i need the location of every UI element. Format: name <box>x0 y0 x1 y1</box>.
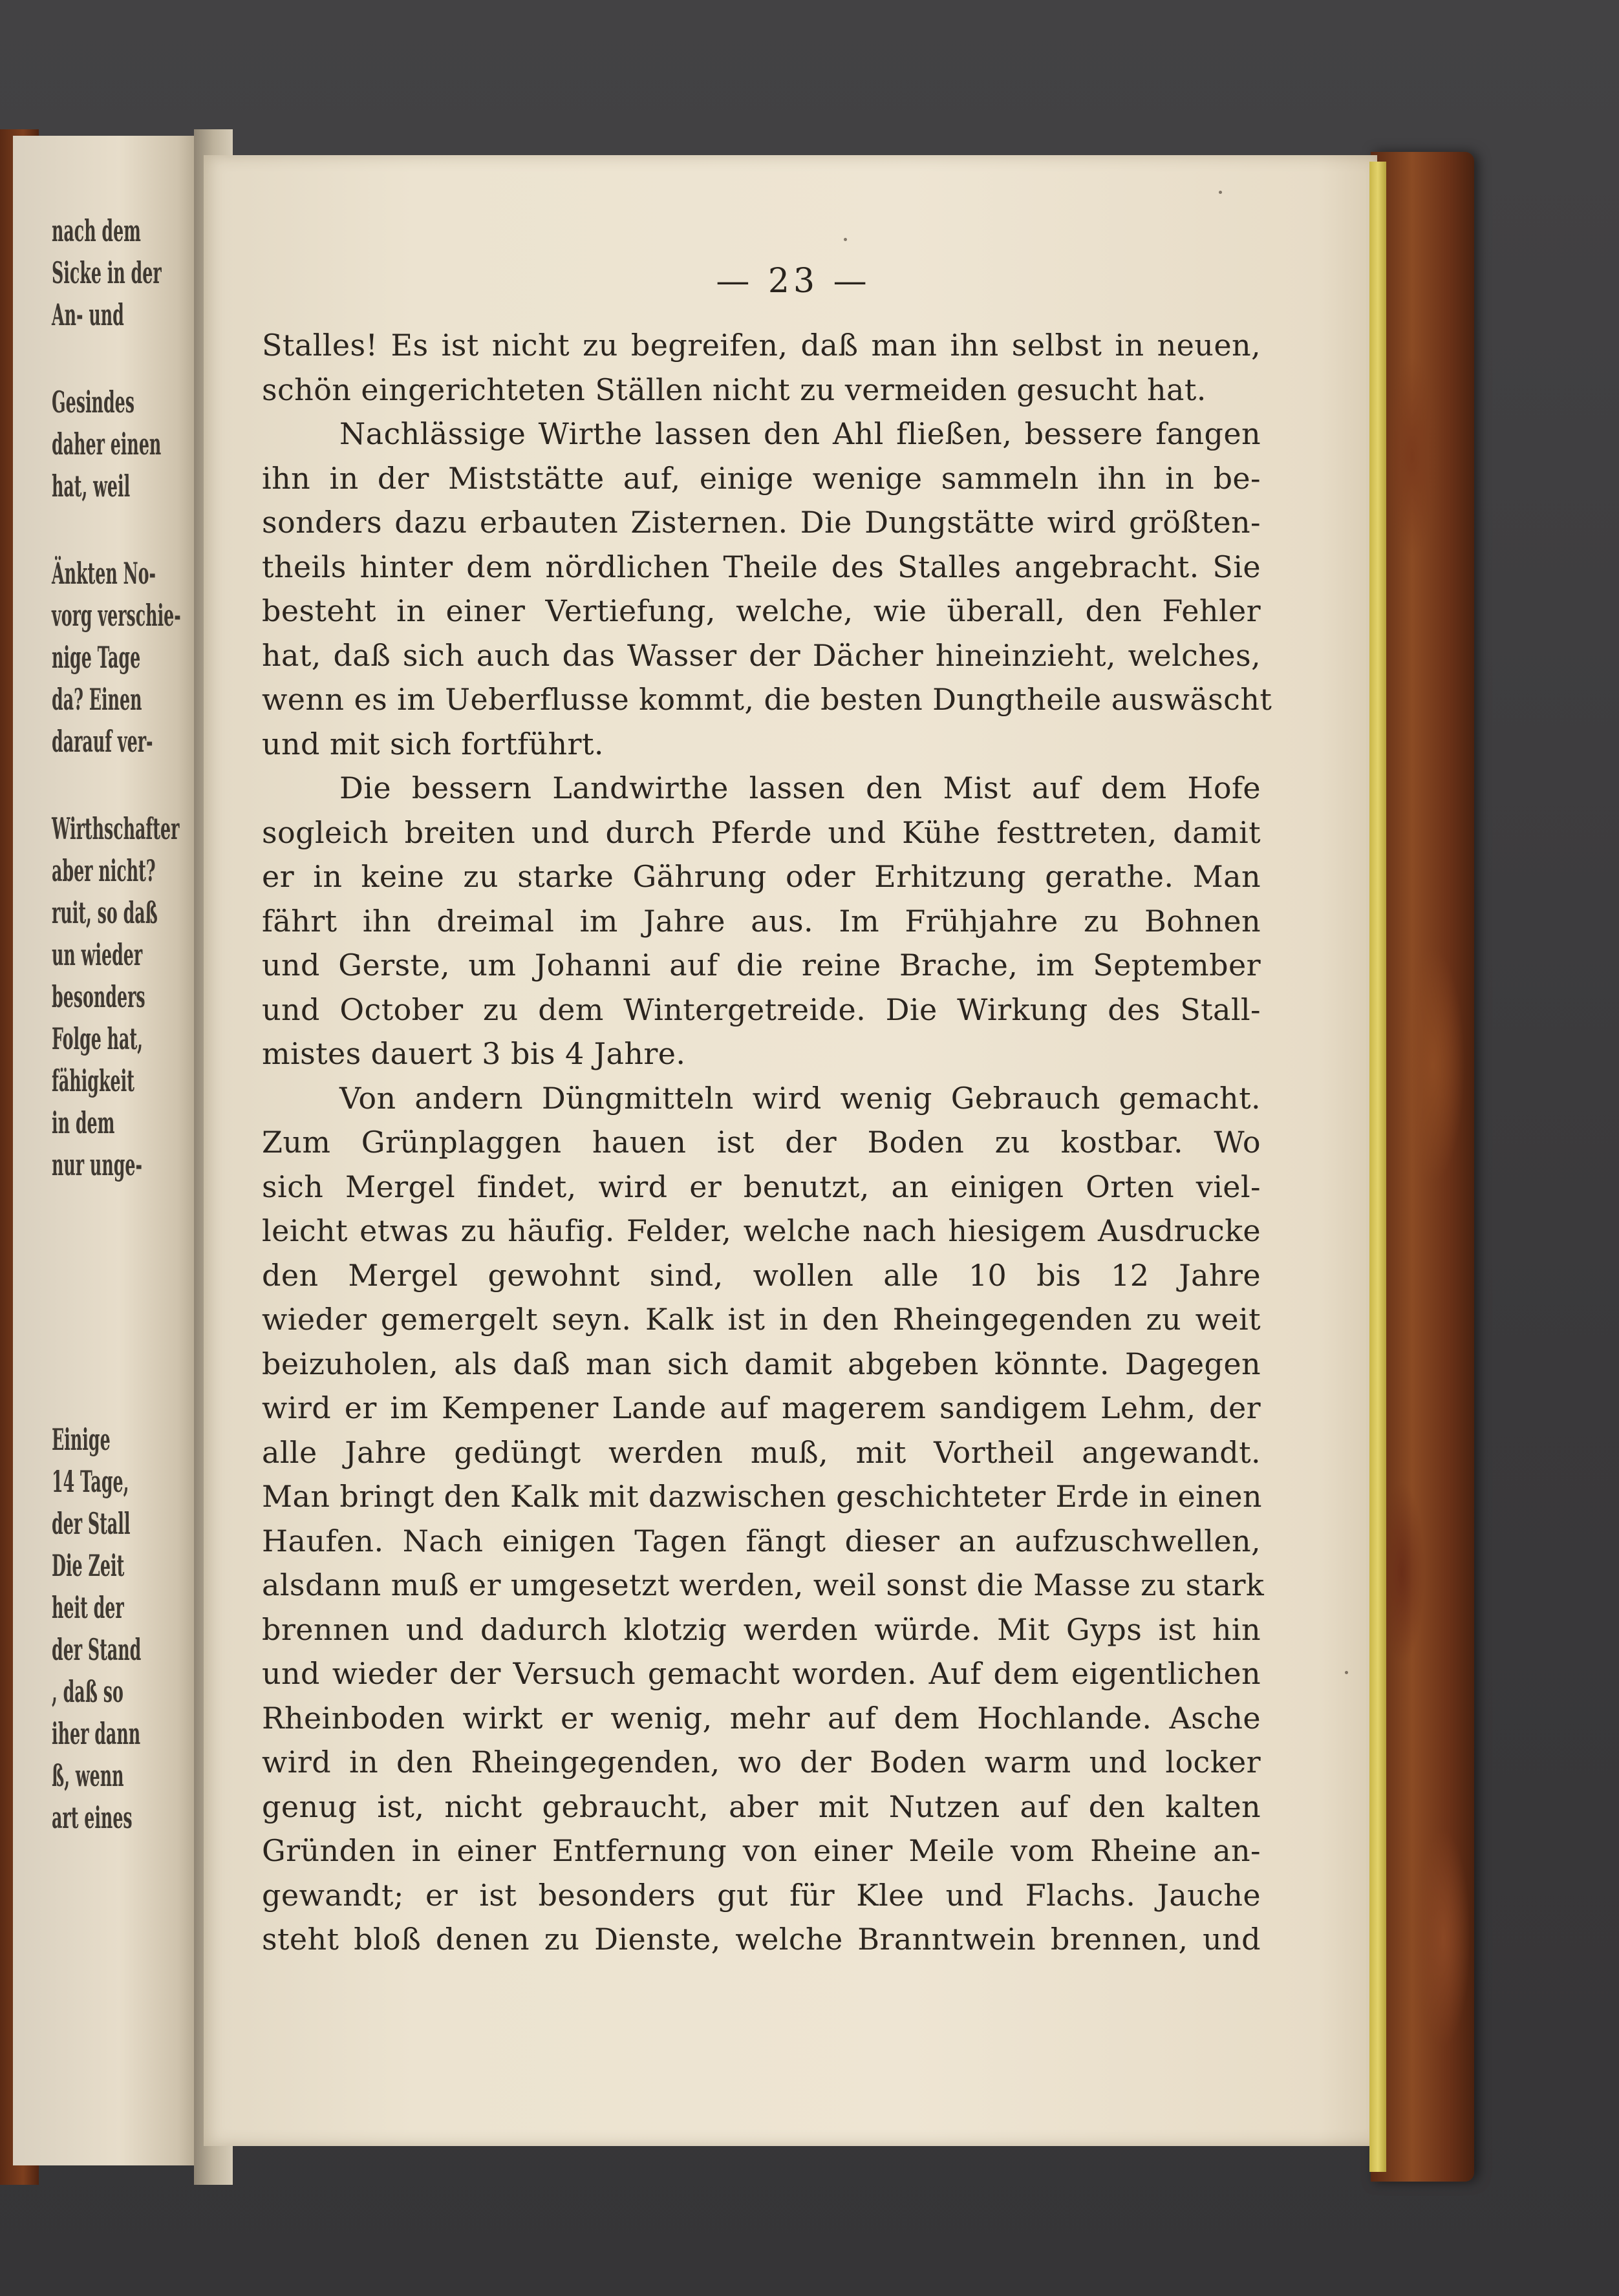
left-page-fragment: darauf ver- <box>52 724 153 759</box>
text-line: alle Jahre gedüngt werden muß, mit Vortheil angewandt. <box>262 1434 1261 1470</box>
left-page-fragment: daher einen <box>52 427 162 462</box>
text-line: beizuholen, als daß man sich damit abgeben könnte. Dagegen <box>262 1346 1261 1381</box>
left-page-fragment: fähigkeit <box>52 1063 134 1098</box>
text-line: leicht etwas zu häufig. Felder, welche nach hiesigem Ausdrucke <box>262 1213 1261 1248</box>
left-page-fragment: nach dem <box>52 213 141 248</box>
text-line: theils hinter dem nördlichen Theile des Stalles angebracht. Sie <box>262 549 1261 584</box>
text-line: und October zu dem Wintergetreide. Die Wirkung des Stall- <box>262 992 1261 1027</box>
text-line: steht bloß denen zu Dienste, welche Branntwein brennen, und <box>262 1922 1261 1957</box>
text-line: ihn in der Miststätte auf, einige wenige sammeln ihn in be- <box>262 460 1261 496</box>
text-line: Man bringt den Kalk mit dazwischen geschichteter Erde in einen <box>262 1479 1262 1514</box>
left-page-fragment: iher dann <box>52 1716 141 1751</box>
left-page-fragment: un wieder <box>52 937 143 972</box>
text-line: den Mergel gewohnt sind, wollen alle 10 bis 12 Jahre <box>262 1257 1261 1293</box>
text-line: Haufen. Nach einigen Tagen fängt dieser an aufzuschwellen, <box>262 1523 1261 1558</box>
left-page-fragment: Folge hat, <box>52 1021 143 1056</box>
left-page-fragment: Gesindes <box>52 385 134 420</box>
left-page-fragment: art eines <box>52 1800 133 1835</box>
text-line: sonders dazu erbauten Zisternen. Die Dungstätte wird größten- <box>262 505 1261 540</box>
left-page-fragment: Sicke in der <box>52 255 162 290</box>
text-line: wird in den Rheingegenden, wo der Boden warm und locker <box>262 1745 1261 1780</box>
page-number: — 23 — <box>716 262 871 301</box>
left-page-fragment: hat, weil <box>52 469 131 504</box>
text-line: besteht in einer Vertiefung, welche, wie überall, den Fehler <box>262 593 1261 628</box>
left-page-fragment: besonders <box>52 979 145 1014</box>
text-line: schön eingerichteten Ställen nicht zu vermeiden gesucht hat. <box>262 372 1206 407</box>
text-line: er in keine zu starke Gährung oder Erhitzung gerathe. Man <box>262 859 1261 894</box>
body-text <box>262 323 1272 1962</box>
left-page-fragment: ß, wenn <box>52 1758 124 1793</box>
text-line: gewandt; er ist besonders gut für Klee und Flachs. Jauche <box>262 1877 1261 1913</box>
left-page-fragment: nur unge- <box>52 1147 143 1182</box>
text-line: Von andern Düngmitteln wird wenig Gebrauch gemacht. <box>339 1080 1261 1116</box>
left-page-fragment: , daß so <box>52 1674 123 1709</box>
left-page-fragment: ruit, so daß <box>52 895 158 930</box>
left-page-fragment: 14 Tage, <box>52 1464 129 1499</box>
text-line: Gründen in einer Entfernung von einer Meile vom Rheine an- <box>262 1833 1261 1868</box>
left-page-fragment: Wirthschafter <box>52 811 180 846</box>
text-line: sich Mergel findet, wird er benutzt, an einigen Orten viel- <box>262 1169 1261 1204</box>
text-line: brennen und dadurch klotzig werden würde. Mit Gyps ist hin <box>262 1611 1261 1647</box>
left-page-fragment: nige Tage <box>52 640 141 675</box>
text-line: Zum Grünplaggen hauen ist der Boden zu kostbar. Wo <box>262 1125 1261 1160</box>
left-page-fragment: aber nicht? <box>52 853 156 888</box>
text-line: Stalles! Es ist nicht zu begreifen, daß man ihn selbst in neuen, <box>262 328 1261 363</box>
text-line: und Gerste, um Johanni auf die reine Brache, im September <box>262 948 1261 983</box>
page-edge <box>1369 162 1386 2172</box>
left-page-fragment: der Stall <box>52 1506 131 1541</box>
paper-speck <box>1345 1671 1348 1674</box>
left-page-fragment: der Stand <box>52 1632 142 1667</box>
paper-speck <box>844 238 847 241</box>
left-facing-page <box>13 136 207 2165</box>
text-line: wieder gemergelt seyn. Kalk ist in den Rheingegenden zu weit <box>262 1302 1261 1337</box>
left-page-fragment: An- und <box>52 297 124 332</box>
text-line: fährt ihn dreimal im Jahre aus. Im Frühjahre zu Bohnen <box>262 903 1261 939</box>
left-page-fragment: vorg verschie- <box>52 598 181 633</box>
left-page-fragment: heit der <box>52 1590 124 1625</box>
left-page-fragment: Die Zeit <box>52 1548 125 1583</box>
text-line: wird er im Kempener Lande auf magerem sandigem Lehm, der <box>262 1390 1261 1425</box>
text-line: genug ist, nicht gebraucht, aber mit Nutzen auf den kalten <box>262 1789 1261 1824</box>
text-line: Die bessern Landwirthe lassen den Mist auf dem Hofe <box>339 771 1261 805</box>
text-line: wenn es im Ueberflusse kommt, die besten Dungtheile auswäscht <box>262 682 1272 717</box>
text-line: und mit sich fortführt. <box>262 726 604 761</box>
text-line: Nachlässige Wirthe lassen den Ahl fließen, bessere fangen <box>339 416 1261 451</box>
text-line: Rheinboden wirkt er wenig, mehr auf dem Hochlande. Asche <box>262 1700 1261 1736</box>
text-line: mistes dauert 3 bis 4 Jahre. <box>262 1036 686 1071</box>
left-page-fragment: in dem <box>52 1105 115 1140</box>
left-page-fragment: Einige <box>52 1422 111 1457</box>
text-line: hat, daß sich auch das Wasser der Dächer hineinzieht, welches, <box>262 637 1261 673</box>
text-line: sogleich breiten und durch Pferde und Kühe festtreten, damit <box>262 814 1261 850</box>
text-line: und wieder der Versuch gemacht worden. Auf dem eigentlichen <box>262 1656 1261 1691</box>
paper-speck <box>1219 191 1222 194</box>
text-line: alsdann muß er umgesetzt werden, weil sonst die Masse zu stark <box>262 1568 1265 1602</box>
left-page-fragment: da? Einen <box>52 682 142 717</box>
right-marbled-cover <box>1371 152 1474 2182</box>
left-page-fragment: Änkten No- <box>52 556 156 591</box>
